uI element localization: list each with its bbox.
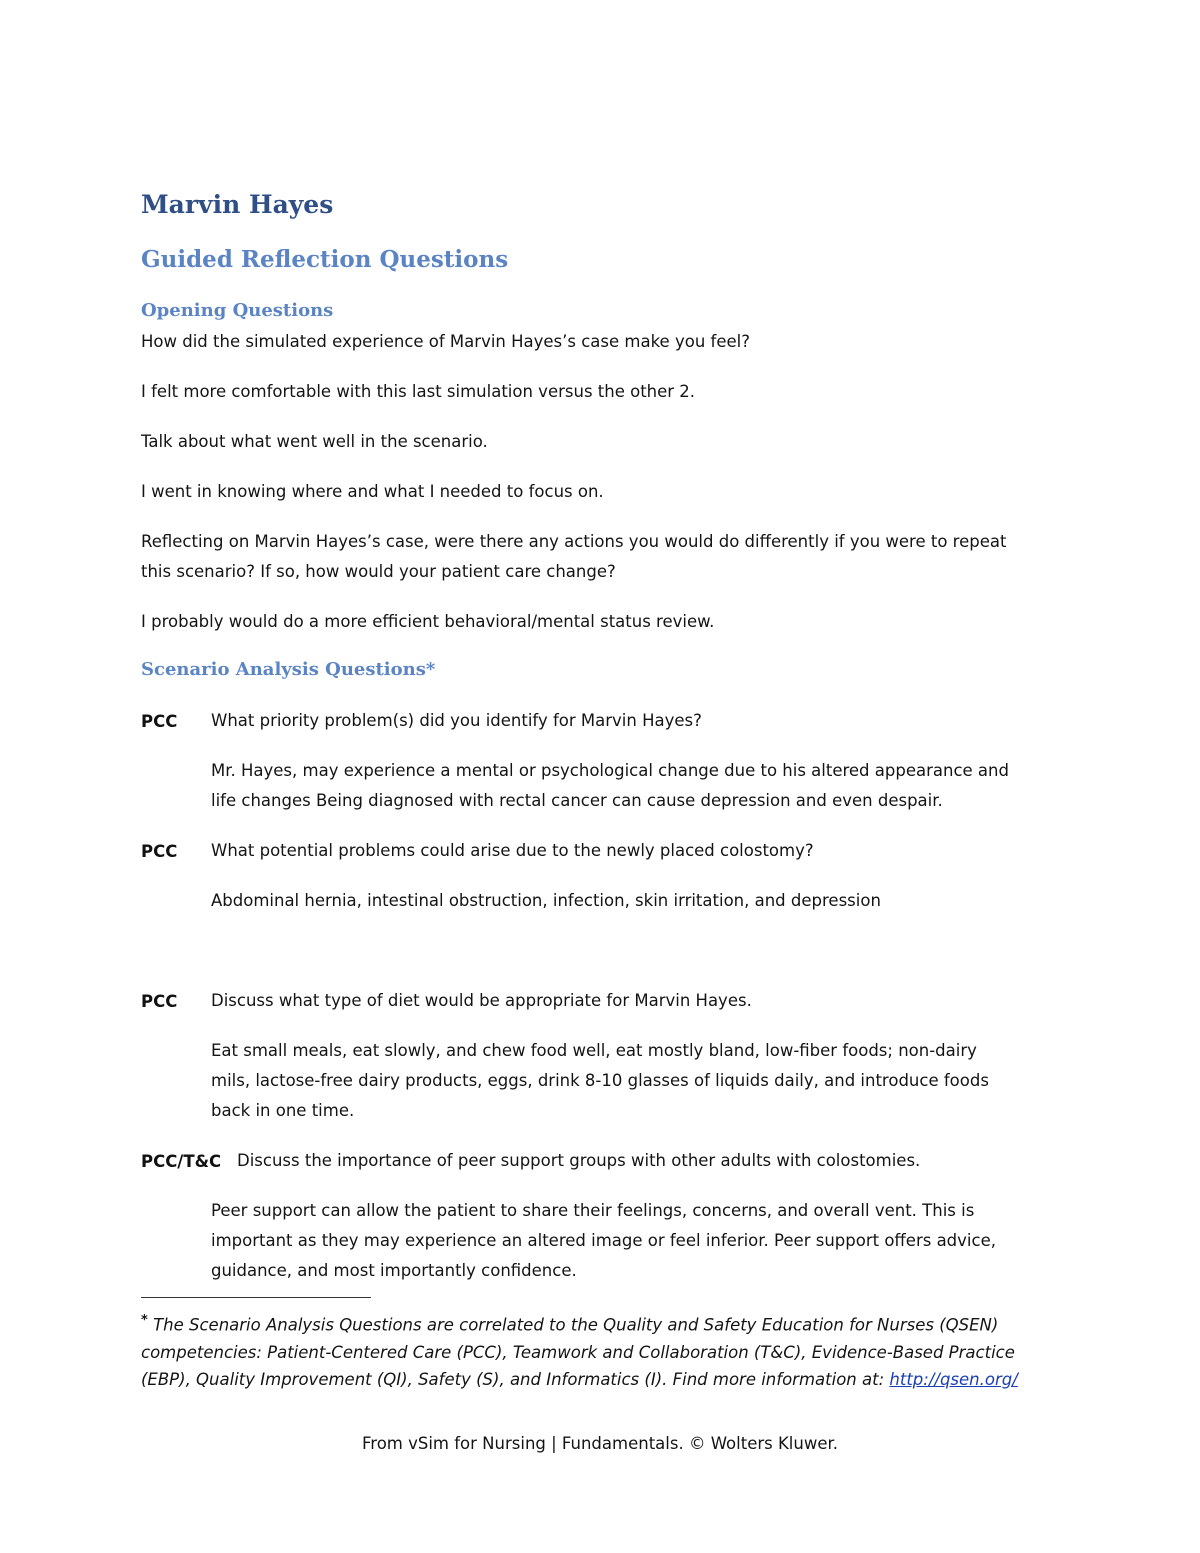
opening-answer-2: I went in knowing where and what I needed to focus on. — [141, 482, 604, 501]
scenario-answer-line: life changes Being diagnosed with rectal cancer can cause depression and even despair. — [211, 791, 943, 810]
footnote-text: The Scenario Analysis Questions are correlated to the Quality and Safety Education for Nurses (QSEN) competencies: Patient-Centered Care (PCC), Teamwork and Collaboration (T&C), Evidence-Based Practice (EBP), Quality Improvement (QI), Safety (S), and Informatics (I). Find more information at: — [141, 1315, 1015, 1389]
section-title-guided-reflection: Guided Reflection Questions — [141, 246, 509, 273]
heading-scenario-analysis: Scenario Analysis Questions* — [141, 659, 436, 680]
scenario-question: Discuss what type of diet would be appropriate for Marvin Hayes. — [211, 991, 752, 1010]
scenario-question: What potential problems could arise due to the newly placed colostomy? — [211, 841, 814, 860]
opening-question-2: Talk about what went well in the scenario. — [141, 432, 488, 451]
opening-question-3-line-2: this scenario? If so, how would your patient care change? — [141, 562, 616, 581]
opening-answer-1: I felt more comfortable with this last simulation versus the other 2. — [141, 382, 696, 401]
qsen-link[interactable]: http://qsen.org/ — [889, 1369, 1018, 1389]
footnote-divider — [141, 1297, 371, 1298]
opening-question-3-line-1: Reflecting on Marvin Hayes’s case, were there any actions you would do differently if you were to repeat — [141, 532, 1007, 551]
qsen-label: PCC/T&C — [141, 1152, 222, 1171]
scenario-answer-line: guidance, and most importantly confidence. — [211, 1261, 577, 1280]
page-footer: From vSim for Nursing | Fundamentals. © Wolters Kluwer. — [361, 1434, 838, 1453]
opening-answer-3: I probably would do a more efficient behavioral/mental status review. — [141, 612, 715, 631]
scenario-answer-line: Eat small meals, eat slowly, and chew food well, eat mostly bland, low-fiber foods; non-dairy — [211, 1041, 977, 1060]
qsen-label: PCC — [141, 992, 178, 1011]
heading-opening-questions: Opening Questions — [141, 300, 334, 321]
scenario-question: What priority problem(s) did you identify for Marvin Hayes? — [211, 711, 702, 730]
scenario-answer-line: Peer support can allow the patient to share their feelings, concerns, and overall vent. This is — [211, 1201, 975, 1220]
opening-question-1: How did the simulated experience of Marvin Hayes’s case make you feel? — [141, 332, 750, 351]
scenario-answer-line: important as they may experience an altered image or feel inferior. Peer support offers advice, — [211, 1231, 996, 1250]
qsen-label: PCC — [141, 712, 178, 731]
scenario-answer-line: back in one time. — [211, 1101, 355, 1120]
qsen-label: PCC — [141, 842, 178, 861]
document-title: Marvin Hayes — [141, 190, 334, 219]
scenario-question: Discuss the importance of peer support groups with other adults with colostomies. — [237, 1151, 921, 1170]
footnote-mark: * — [141, 1313, 148, 1328]
scenario-answer-line: mils, lactose-free dairy products, eggs, drink 8-10 glasses of liquids daily, and introduce foods — [211, 1071, 989, 1090]
footnote — [141, 1307, 1061, 1393]
scenario-answer-line: Mr. Hayes, may experience a mental or psychological change due to his altered appearance and — [211, 761, 1009, 780]
scenario-answer-line: Abdominal hernia, intestinal obstruction, infection, skin irritation, and depression — [211, 891, 881, 910]
